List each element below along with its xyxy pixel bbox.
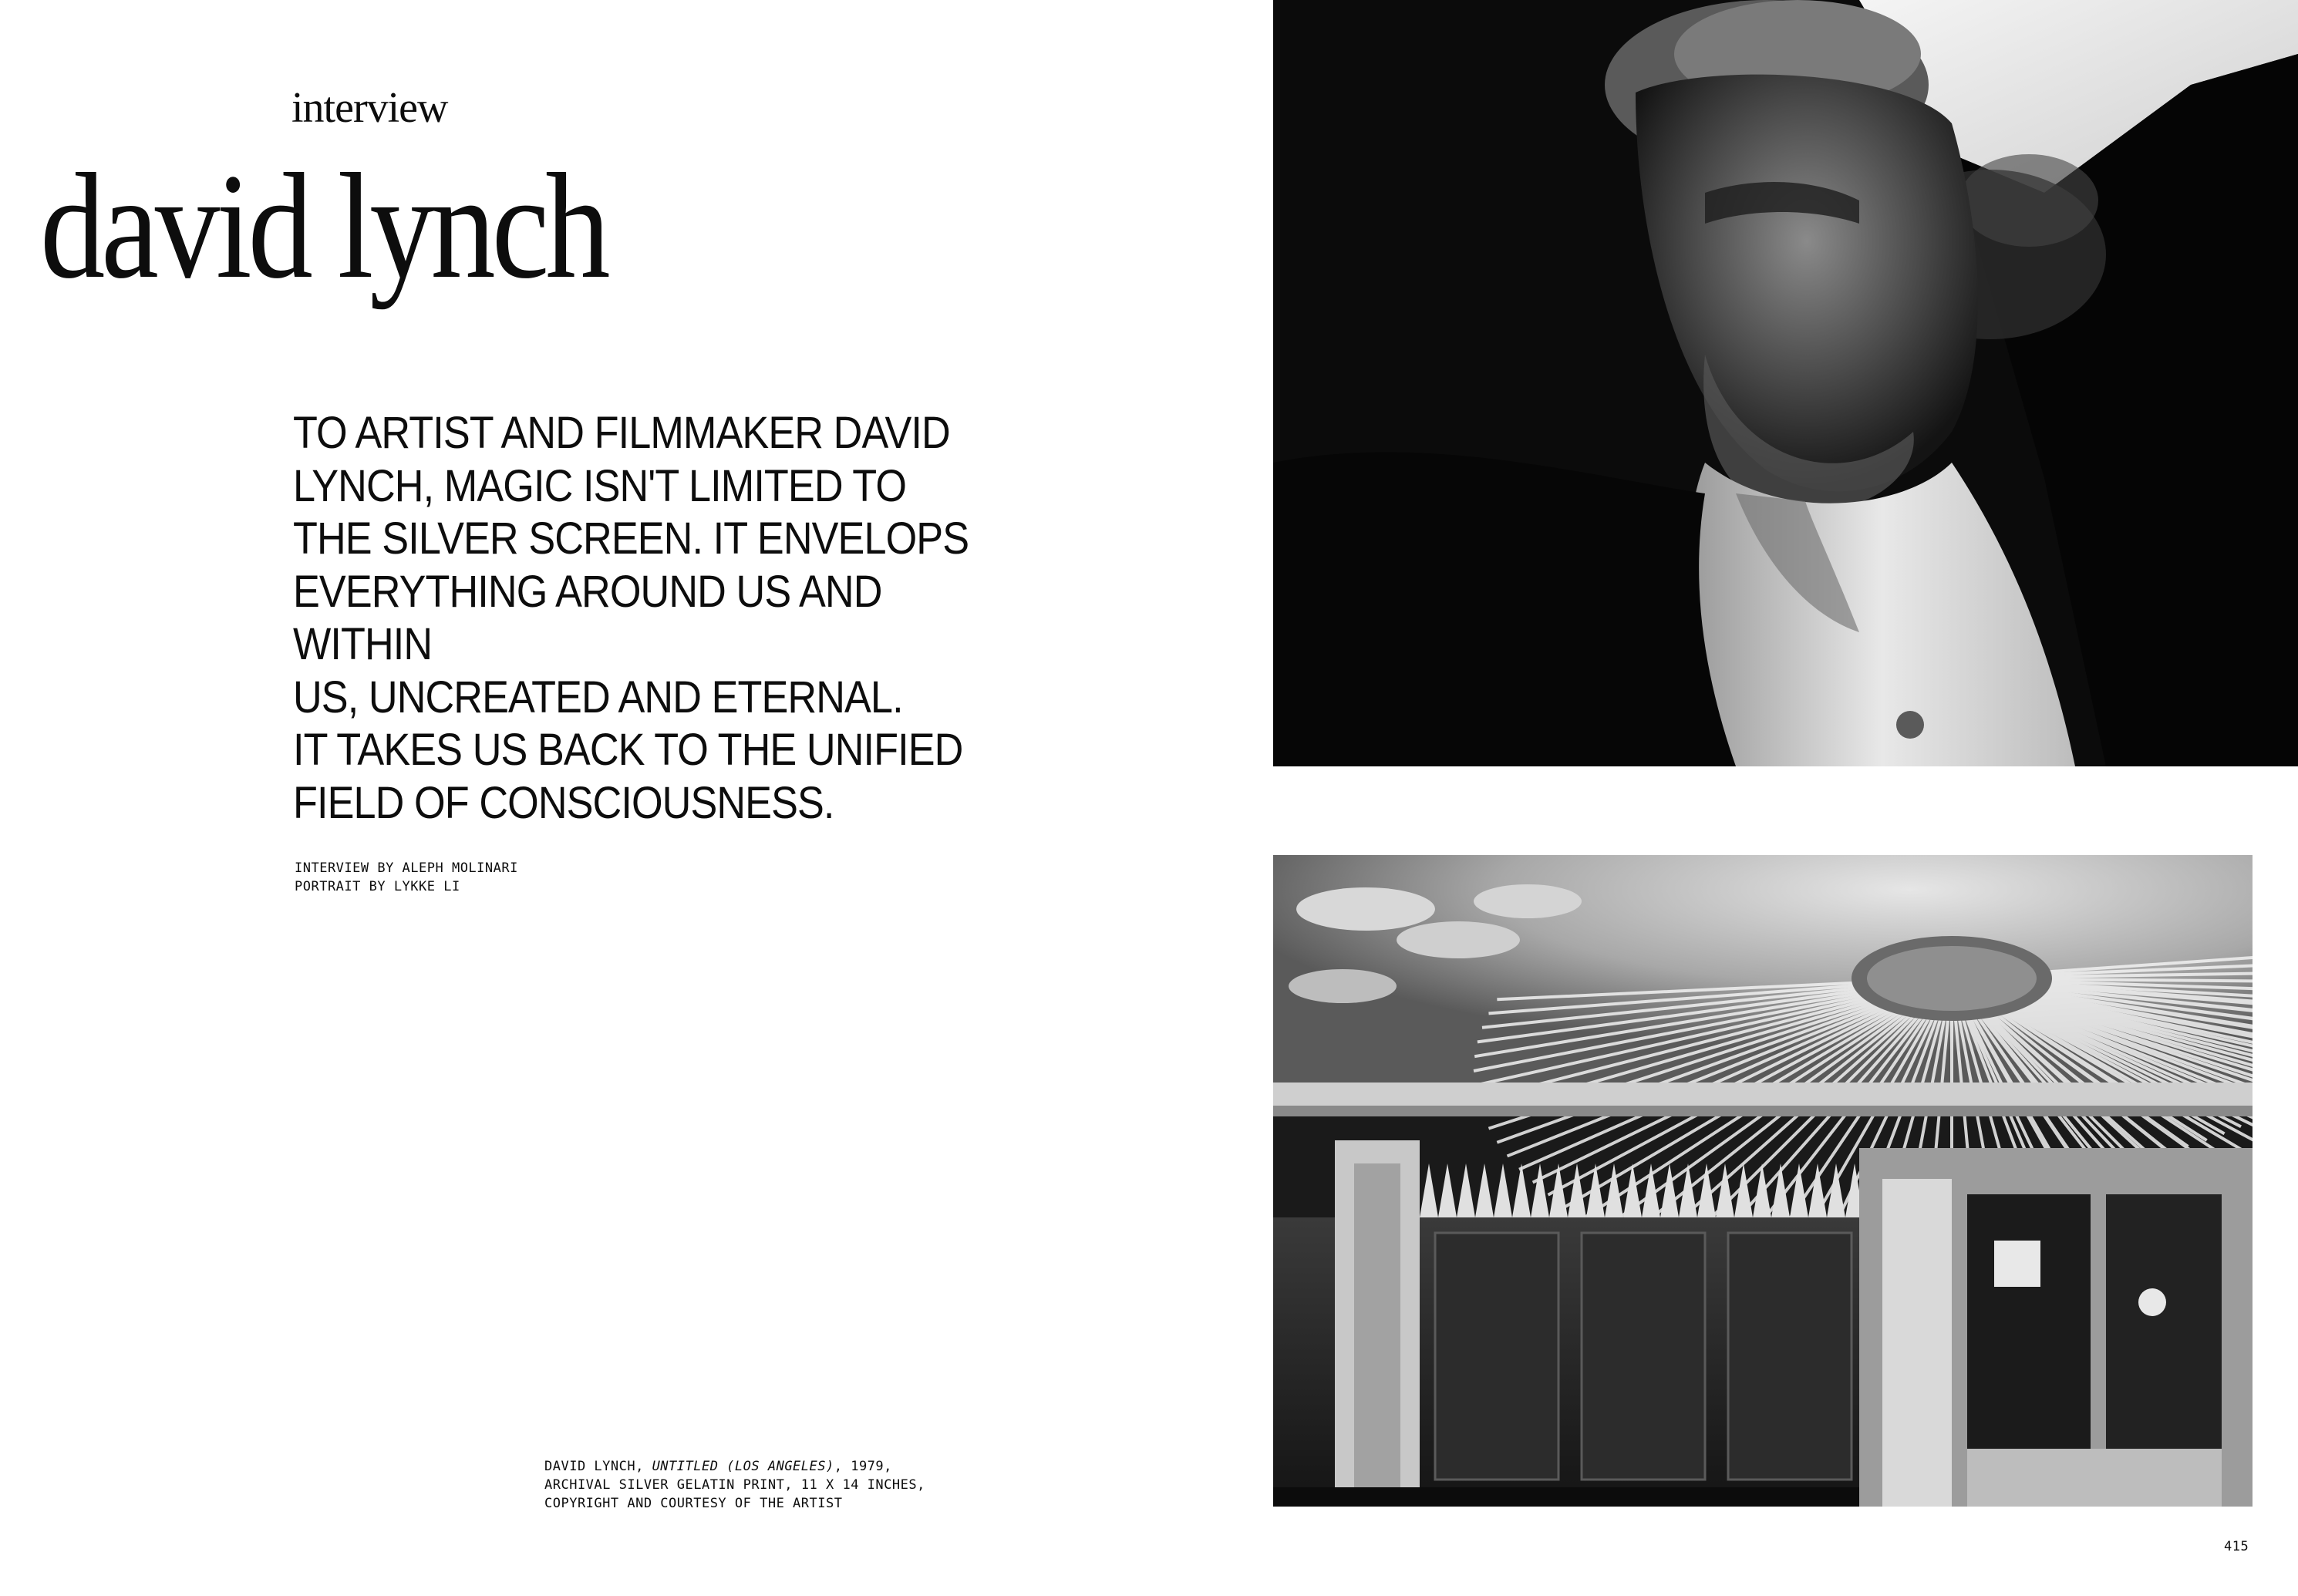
standfirst-line: FIELD OF CONSCIOUSNESS.: [293, 777, 834, 828]
caption-year: , 1979,: [834, 1459, 892, 1474]
caption-line-2: ARCHIVAL SILVER GELATIN PRINT, 11 X 14 INCHES,: [544, 1477, 925, 1493]
standfirst-line: EVERYTHING AROUND US AND WITHIN: [293, 566, 882, 669]
credits: [295, 859, 518, 896]
portrait-credit: PORTRAIT BY LYKKE LI: [295, 879, 460, 894]
image-caption: [544, 1457, 925, 1513]
theater-photo: [1273, 855, 2253, 1507]
portrait-photo: [1273, 0, 2298, 766]
standfirst-line: TO ARTIST AND FILMMAKER DAVID: [293, 408, 950, 458]
interview-credit: INTERVIEW BY ALEPH MOLINARI: [295, 860, 518, 876]
portrait-image: [1273, 0, 2298, 766]
standfirst-line: IT TAKES US BACK TO THE UNIFIED: [293, 725, 963, 775]
page-number: 415: [2224, 1539, 2249, 1554]
standfirst: [293, 407, 987, 830]
section-label: interview: [291, 84, 448, 132]
theater-image: [1273, 855, 2253, 1507]
caption-work-title: UNTITLED (LOS ANGELES): [652, 1459, 834, 1474]
caption-artist: DAVID LYNCH,: [544, 1459, 652, 1474]
article-title: david lynch: [40, 143, 607, 310]
standfirst-line: THE SILVER SCREEN. IT ENVELOPS: [293, 513, 969, 564]
caption-line-1: [544, 1457, 925, 1476]
standfirst-line: US, UNCREATED AND ETERNAL.: [293, 672, 903, 722]
caption-line-3: COPYRIGHT AND COURTESY OF THE ARTIST: [544, 1496, 843, 1511]
standfirst-line: LYNCH, MAGIC ISN'T LIMITED TO: [293, 460, 907, 511]
